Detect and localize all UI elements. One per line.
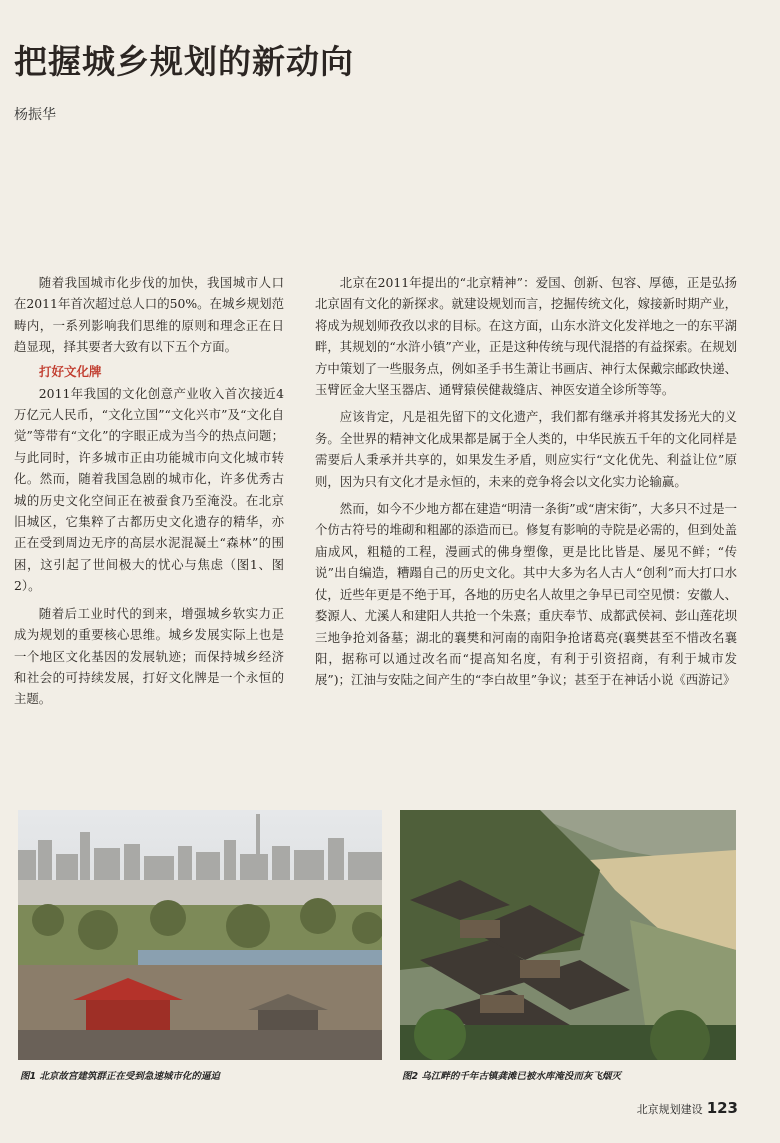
left-column <box>14 272 284 710</box>
figure-2-photo <box>400 810 736 1060</box>
page-number: 123 <box>706 1099 738 1117</box>
figure-2-caption: 图2 乌江畔的千年古镇龚滩已被水库淹没而灰飞烟灭 <box>402 1071 621 1082</box>
article-author: 杨振华 <box>14 107 56 123</box>
paragraph: 然而，如今不少地方都在建造“明清一条街”或“唐宋街”，大多只不过是一个仿古符号的堆砌和粗鄙的添造而已。修复有影响的寺院是必需的，但到处盖庙成风，粗糙的工程，漫画式的佛身塑像，更是比比皆是、屡见不鲜；“传说”出自编造，糟蹋自己的历史文化。其中大多为名人古人“创利”而大打口水仗，近些年更是不绝于耳，各地的历史名人故里之争早已司空见惯：安徽人、婺源人、尤溪人和建阳人共抢一个朱熹；重庆奉节、成都武侯祠、彭山莲花坝三地争抢刘备墓；湖北的襄樊和河南的南阳争抢诸葛亮(襄樊甚至不惜改名襄阳，据称可以通过改名而“提高知名度，有利于引资招商，有利于城市发展”)；江油与安陆之间产生的“李白故里”争议；甚至于在神话小说《西游记》 <box>315 501 737 688</box>
paragraph: 2011年我国的文化创意产业收入首次接近4万亿元人民币，“文化立国”“文化兴市”及“文化自觉”等带有“文化”的字眼正成为当今的热点问题；与此同时，许多城市正由功能城市向文化城市转化。然而，随着我国急剧的城市化，许多优秀古城的历史文化空间正在被蚕食乃至淹没。在北京旧城区，它集粹了古都历史文化遗存的精华，亦正在受到周边无序的高层水泥混凝土“森林”的围困，这引起了世间极大的忧心与焦虑（图1、图2）。 <box>14 385 284 594</box>
section-heading: 打好文化牌 <box>39 363 102 379</box>
article-title: 把握城乡规划的新动向 <box>14 42 354 81</box>
paragraph: 随着我国城市化步伐的加快，我国城市人口在2011年首次超过总人口的50%。在城乡规划范畴内，一系列影响我们思维的原则和理念正在日趋显现，择其要者大致有以下五个方面。 <box>14 275 284 355</box>
right-column <box>315 272 737 691</box>
paragraph: 北京在2011年提出的“北京精神”：爱国、创新、包容、厚德，正是弘扬北京固有文化的新探求。就建设规划而言，挖掘传统文化，嫁接新时期产业，将成为规划师孜孜以求的目标。在这方面，山东水浒文化发祥地之一的东平湖畔，其规划的“水浒小镇”产业，正是这种传统与现代混搭的有益探索。在规划方中策划了一些服务点，例如圣手书生萧让书画店、神行太保戴宗邮政快递、玉臂匠金大坚玉器店、通臂猿侯健裁缝店、神医安道全诊所等等。 <box>315 275 737 398</box>
figure-1-photo <box>18 810 382 1060</box>
paragraph: 随着后工业时代的到来，增强城乡软实力正成为规划的重要核心思维。城乡发展实际上也是一个地区文化基因的发展轨迹；而保持城乡经济和社会的可持续发展，打好文化牌是一个永恒的主题。 <box>14 605 284 707</box>
paragraph: 应该肯定，凡是祖先留下的文化遗产，我们都有继承并将其发扬光大的义务。全世界的精神文化成果都是属于全人类的，中华民族五千年的文化同样是需要后人秉承并共享的，如果发生矛盾，则应实行“文化优先、利益让位”原则，因为只有文化才是永恒的，未来的竞争将会以文化实力论输赢。 <box>315 409 737 489</box>
figure-1-caption: 图1 北京故宫建筑群正在受到急速城市化的逼迫 <box>20 1071 220 1082</box>
page-footer <box>637 1099 738 1117</box>
journal-name: 北京规划建设 <box>636 1103 703 1116</box>
